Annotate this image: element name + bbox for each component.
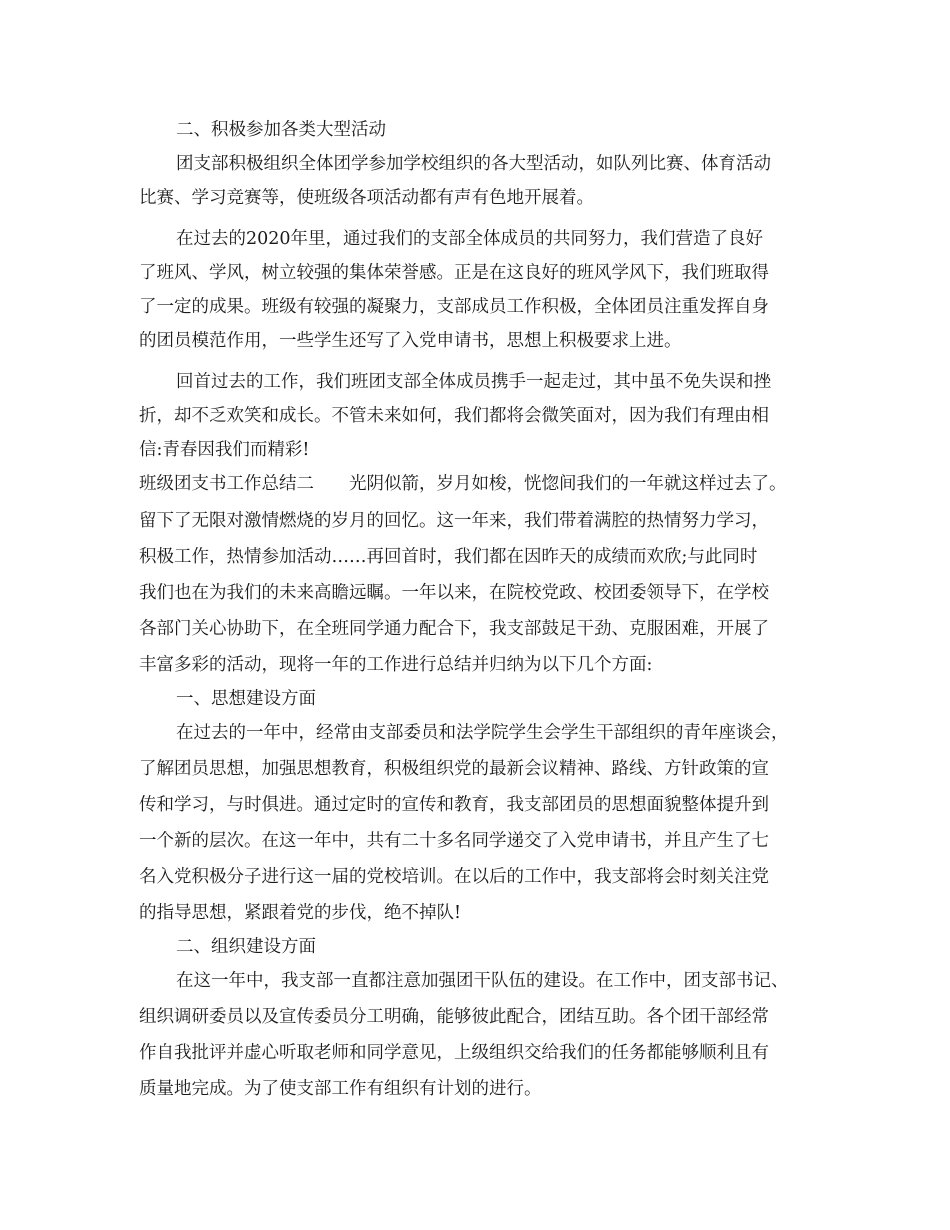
paragraph-line: 名入党积极分子进行这一届的党校培训。在以后的工作中，我支部将会时刻关注党 — [139, 867, 769, 887]
paragraph-line: 留下了无限对激情燃烧的岁月的回忆。这一年来，我们带着满腔的热情努力学习， — [139, 511, 769, 531]
section-heading: 二、积极参加各类大型活动 — [176, 120, 386, 140]
article-title-line: 班级团支书工作总结二 光阴似箭，岁月如梭，恍惚间我们的一年就这样过去了。 — [139, 474, 787, 494]
paragraph-line: 的团员模范作用，一些学生还写了入党申请书，思想上积极要求上进。 — [139, 331, 682, 351]
paragraph-line: 在过去的一年中，经常由支部委员和法学院学生会学生干部组织的青年座谈会， — [176, 723, 789, 743]
paragraph-line: 回首过去的工作，我们班团支部全体成员携手一起走过，其中虽不免失误和挫 — [176, 372, 771, 392]
paragraph-line: 质量地完成。为了使支部工作有组织有计划的进行。 — [139, 1079, 542, 1099]
paragraph-line: 传和学习，与时俱进。通过定时的宣传和教育，我支部团员的思想面貌整体提升到 — [139, 795, 769, 815]
paragraph-line: 信:青春因我们而精彩! — [139, 440, 310, 460]
paragraph-line: 了班风、学风，树立较强的集体荣誉感。正是在这良好的班风学风下，我们班取得 — [139, 263, 769, 283]
paragraph-line: 了一定的成果。班级有较强的凝聚力，支部成员工作积极，全体团员注重发挥自身 — [139, 297, 769, 317]
paragraph-line: 组织调研委员以及宣传委员分工明确，能够彼此配合，团结互助。各个团干部经常 — [139, 1007, 769, 1027]
paragraph-line: 我们也在为我们的未来高瞻远瞩。一年以来，在院校党政、校团委领导下，在学校 — [139, 583, 769, 603]
paragraph-line: 丰富多彩的活动，现将一年的工作进行总结并归纳为以下几个方面: — [139, 655, 653, 675]
paragraph-line: 作自我批评并虚心听取老师和同学意见，上级组织交给我们的任务都能够顺利且有 — [139, 1043, 769, 1063]
section-heading: 二、组织建设方面 — [176, 937, 316, 957]
paragraph-line: 比赛、学习竞赛等，使班级各项活动都有声有色地开展着。 — [139, 188, 594, 208]
paragraph-line: 一个新的层次。在这一年中，共有二十多名同学递交了入党申请书，并且产生了七 — [139, 831, 769, 851]
paragraph-line: 团支部积极组织全体团学参加学校组织的各大型活动，如队列比赛、体育活动 — [176, 154, 771, 174]
paragraph-line: 在过去的2020年里，通过我们的支部全体成员的共同努力，我们营造了良好 — [176, 229, 764, 249]
paragraph-line: 的指导思想，紧跟着党的步伐，绝不掉队! — [139, 903, 462, 923]
paragraph-line: 积极工作，热情参加活动……再回首时，我们都在因昨天的成绩而欢欣;与此同时 — [139, 547, 758, 567]
paragraph-line: 各部门关心协助下，在全班同学通力配合下，我支部鼓足干劲、克服困难，开展了 — [139, 619, 769, 639]
section-heading: 一、思想建设方面 — [176, 689, 316, 709]
paragraph-line: 在这一年中，我支部一直都注意加强团干队伍的建设。在工作中，团支部书记、 — [176, 971, 789, 991]
paragraph-line: 折，却不乏欢笑和成长。不管未来如何，我们都将会微笑面对，因为我们有理由相 — [139, 406, 769, 426]
paragraph-line: 了解团员思想，加强思想教育，积极组织党的最新会议精神、路线、方针政策的宣 — [139, 759, 769, 779]
